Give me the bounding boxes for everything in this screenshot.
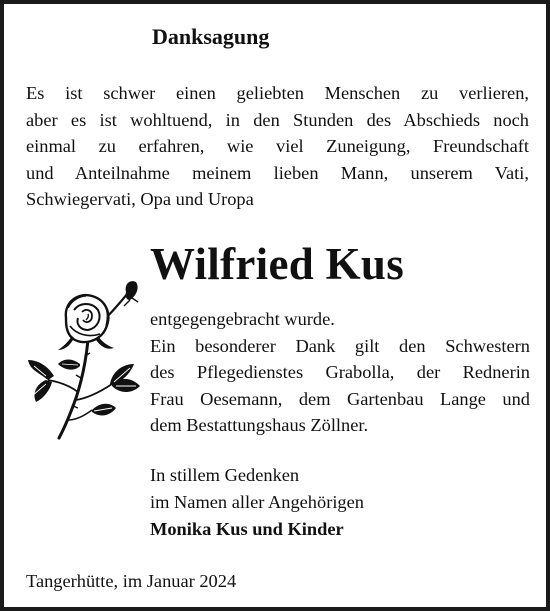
closing-block [150,462,364,543]
intro-line: einmal zu erfahren, wie viel Zuneigung, Freundschaft [26,136,529,156]
closing-line: im Namen aller Angehörigen [150,492,364,512]
thanks-line: Ein besonderer Dank gilt den Schwestern [150,335,530,356]
thanks-line: Frau Oesemann, dem Gartenbau Lange und [150,388,530,409]
place-date: Tangerhütte, im Januar 2024 [26,571,237,591]
intro-line: aber es ist wohltuend, in den Stunden des Abschieds noch [26,109,529,130]
intro-line: Schwiegervati, Opa und Uropa [26,189,254,209]
intro-paragraph [26,80,529,213]
intro-line: Es ist schwer einen geliebten Menschen zu verlieren, [26,83,529,103]
notice-heading: Danksagung [152,24,270,49]
deceased-name: Wilfried Kus [150,239,405,289]
intro-line: und Anteilnahme meinem lieben Mann, unserem Vati, [26,162,529,183]
thanks-line: dem Bestattungshaus Zöllner. [150,415,369,435]
thanks-paragraph [150,306,530,439]
closing-line: In stillem Gedenken [150,465,300,485]
thanks-line: entgegengebracht wurde. [150,309,335,329]
rose-icon [26,280,144,440]
thanks-line: des Pflegedienstes Grabolla, der Rednerin [150,362,530,382]
signature: Monika Kus und Kinder [150,519,344,539]
